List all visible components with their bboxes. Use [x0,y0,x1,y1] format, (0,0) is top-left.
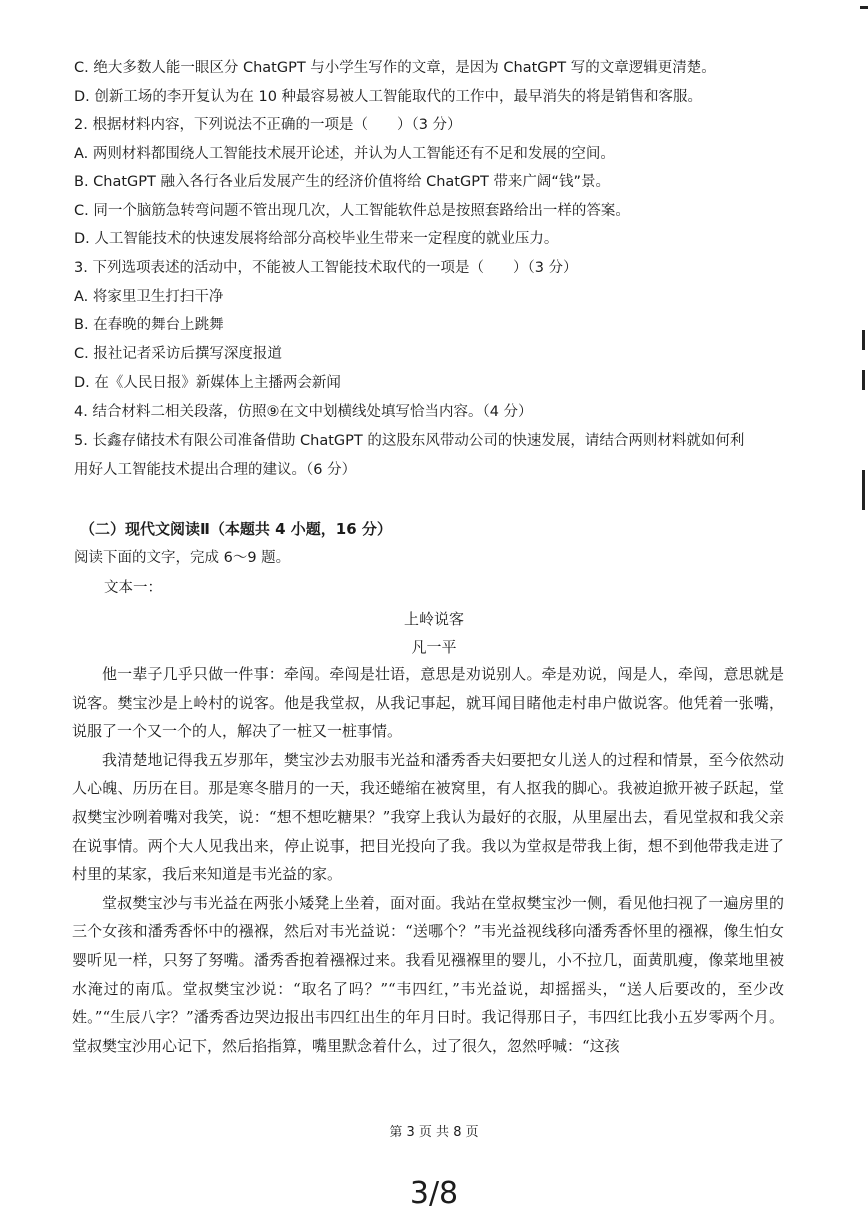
question-4: 4. 结合材料二相关段落，仿照⑨在文中划横线处填写恰当内容。（4 分） [74,404,533,420]
text-label: 文本一： [104,580,162,596]
scan-edge-mark [862,470,865,510]
question-5-line-2: 用好人工智能技术提出合理的建议。（6 分） [74,462,357,478]
question-2-option-d: D. 人工智能技术的快速发展将给部分高校毕业生带来一定程度的就业压力。 [74,231,559,247]
story-paragraph: 他一辈子几乎只做一件事：牵闯。牵闯是壮语，意思是劝说别人。牵是劝说，闯是人，牵闯，意思就是说客。樊宝沙是上岭村的说客。他是我堂叔，从我记事起，就耳闻目睹他走村串户做说客。他凭着一张嘴，说服了一个又一个的人，解决了一桩又一桩事情。 [72,665,784,741]
question-2-option-a: A. 两则材料都围绕人工智能技术展开论述，并认为人工智能还有不足和发展的空间。 [74,146,615,162]
scan-edge-mark [862,370,865,390]
story-body [72,660,784,1060]
question-2-option-c: C. 同一个脑筋急转弯问题不管出现几次，人工智能软件总是按照套路给出一样的答案。 [74,203,630,219]
question-2-option-b: B. ChatGPT 融入各行各业后发展产生的经济价值将给 ChatGPT 带来广阔“钱”景。 [74,174,610,190]
question-3-option-d: D. 在《人民日报》新媒体上主播两会新闻 [74,375,341,391]
option-c-line: C. 绝大多数人能一眼区分 ChatGPT 与小学生写作的文章，是因为 ChatGPT 写的文章逻辑更清楚。 [74,60,716,76]
story-title: 上岭说客 [403,610,464,628]
question-3-option-c: C. 报社记者采访后撰写深度报道 [74,346,282,362]
section-instruction: 阅读下面的文字，完成 6～9 题。 [74,550,291,566]
scan-edge-mark [860,6,868,9]
page-number: 3/8 [409,1176,459,1211]
question-3-stem: 3. 下列选项表述的活动中，不能被人工智能技术取代的一项是（ ）（3 分） [74,260,578,276]
story-author: 凡一平 [411,638,457,656]
story-paragraph: 堂叔樊宝沙与韦光益在两张小矮凳上坐着，面对面。我站在堂叔樊宝沙一侧，看见他扫视了一遍房里的三个女孩和潘秀香怀中的襁褓，然后对韦光益说：“送哪个？”韦光益视线移向潘秀香怀里的襁褓，像生怕女婴听见一样，只努了努嘴。潘秀香抱着襁褓过来。我看见襁褓里的婴儿，小不拉几，面黄肌瘦，像菜地里被水淹过的南瓜。堂叔樊宝沙说：“取名了吗？”“韦四红，”韦光益说，却摇摇头，“送人后要改的，至少改姓。”“生辰八字？”潘秀香边哭边报出韦四红出生的年月日时。我记得那日子，韦四红比我小五岁零两个月。堂叔樊宝沙用心记下，然后掐指算，嘴里默念着什么，过了很久，忽然呼喊：“这孩 [72,893,784,1055]
section-heading: （二）现代文阅读Ⅱ（本题共 4 小题，16 分） [80,520,392,538]
story-paragraph: 我清楚地记得我五岁那年，樊宝沙去劝服韦光益和潘秀香夫妇要把女儿送人的过程和情景，至今依然动人心魄、历历在目。那是寒冬腊月的一天，我还蜷缩在被窝里，有人抠我的脚心。我被迫掀开被子跃起，堂叔樊宝沙咧着嘴对我笑，说：“想不想吃糖果？”我穿上我认为最好的衣服，从里屋出去，看见堂叔和我父亲在说事情。两个大人见我出来，停止说事，把目光投向了我。我以为堂叔是带我上街，想不到他带我走进了村里的某家，我后来知道是韦光益的家。 [72,750,784,884]
question-3-option-a: A. 将家里卫生打扫干净 [74,289,224,305]
scan-edge-mark [862,330,865,350]
question-2-stem: 2. 根据材料内容，下列说法不正确的一项是（ ）（3 分） [74,117,462,133]
option-d-line: D. 创新工场的李开复认为在 10 种最容易被人工智能取代的工作中，最早消失的将是销售和客服。 [74,89,703,105]
question-3-option-b: B. 在春晚的舞台上跳舞 [74,317,224,333]
page-footer: 第 3 页 共 8 页 [389,1125,479,1140]
question-5-line-1: 5. 长鑫存储技术有限公司准备借助 ChatGPT 的这股东风带动公司的快速发展，请结合两则材料就如何利 [74,433,745,449]
